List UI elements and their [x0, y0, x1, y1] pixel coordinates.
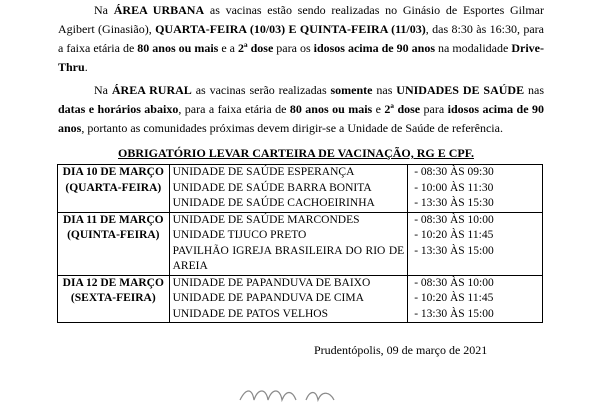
units-cell: [169, 165, 408, 213]
text-run: nas: [372, 83, 397, 97]
unit-name: UNIDADE DE SAÚDE MARCONDES: [172, 213, 360, 226]
urban-area-paragraph: [58, 1, 544, 77]
day-date: DIA 11 DE MARÇO: [62, 213, 164, 226]
unit-name: UNIDADE DE PATOS VELHOS: [172, 307, 328, 320]
text-run: e: [372, 102, 385, 116]
text-run: , das 8:30 às 16:30, para a faixa etária de: [58, 22, 544, 55]
day-cell: [58, 212, 170, 275]
time-range: - 10:20 ÀS 11:45: [414, 292, 494, 304]
age-group: 80 anos ou mais: [137, 41, 219, 55]
day-cell: [58, 165, 170, 213]
table-row: [58, 212, 543, 275]
elderly-group: idosos acima de 90 anos: [58, 102, 544, 135]
text-run: na modalidade: [435, 41, 512, 55]
rural-area-paragraph: [58, 81, 544, 138]
text-run: Na: [94, 83, 112, 97]
unit-name: UNIDADE DE PAPANDUVA DE BAIXO: [172, 276, 371, 289]
day-date: DIA 10 DE MARÇO: [62, 166, 164, 178]
time-range: - 13:30 ÀS 15:00: [414, 307, 494, 320]
age-group: 80 anos ou mais: [289, 102, 373, 116]
text-run: as vacinas serão realizadas: [191, 83, 331, 97]
units-cell: [169, 275, 408, 323]
day-weekday: (SEXTA-FEIRA): [70, 292, 156, 304]
elderly-group: idosos acima de 90 anos: [313, 41, 435, 55]
second-dose: 2ª dose: [238, 41, 274, 55]
required-documents-notice: OBRIGATÓRIO LEVAR CARTEIRA DE VACINAÇÃO, RG E CPF.: [118, 146, 474, 160]
day-weekday: (QUINTA-FEIRA): [67, 229, 160, 241]
units-cell: [169, 212, 408, 275]
day-weekday: (QUARTA-FEIRA): [65, 181, 162, 194]
second-dose: 2ª dose: [384, 102, 421, 116]
place-and-date: Prudentópolis, 09 de março de 2021: [314, 343, 488, 357]
day-cell: [58, 275, 170, 323]
signature-scribble: [236, 382, 356, 402]
time-range: - 10:20 ÀS 11:45: [414, 229, 494, 241]
day-date: DIA 12 DE MARÇO: [62, 276, 164, 289]
text-run: Na: [94, 3, 114, 17]
text-run-bold: somente: [330, 83, 373, 97]
time-range: - 13:30 ÀS 15:00: [414, 244, 494, 257]
text-run: , para a faixa etária de: [178, 102, 290, 116]
urban-dates: QUARTA-FEIRA (10/03) E QUINTA-FEIRA (11/03): [155, 22, 426, 36]
times-cell: [408, 275, 543, 323]
unit-name: PAVILHÃO IGREJA BRASILEIRA DO RIO DE AREIA: [172, 244, 405, 272]
time-range: - 08:30 ÀS 09:30: [414, 166, 494, 178]
unit-name: UNIDADE TIJUCO PRETO: [172, 229, 307, 241]
unit-name: UNIDADE DE SAÚDE CACHOEIRINHA: [172, 197, 375, 209]
time-range: - 08:30 ÀS 10:00: [414, 276, 494, 289]
table-row: [58, 165, 543, 213]
rural-area-label: ÁREA RURAL: [111, 83, 192, 97]
times-cell: [408, 165, 543, 213]
text-run: para: [420, 102, 448, 116]
text-run: as vacinas estão sendo realizadas no Ginásio de Esportes Gilmar Agibert (Ginasião),: [58, 3, 544, 36]
time-range: - 13:30 ÀS 15:30: [414, 197, 494, 209]
health-units-label: UNIDADES DE SAÚDE: [396, 83, 525, 97]
times-cell: [408, 212, 543, 275]
unit-name: UNIDADE DE SAÚDE ESPERANÇA: [172, 166, 355, 178]
schedule-table: [57, 164, 543, 323]
text-run-bold: datas e horários abaixo: [58, 102, 179, 116]
unit-name: UNIDADE DE SAÚDE BARRA BONITA: [172, 181, 372, 194]
text-run: .: [84, 60, 88, 74]
time-range: - 08:30 ÀS 10:00: [414, 213, 494, 226]
text-run: para os: [273, 41, 314, 55]
text-run: , portanto as comunidades próximas devem dirigir-se a Unidade de Saúde de referência.: [81, 121, 503, 135]
unit-name: UNIDADE DE PAPANDUVA DE CIMA: [172, 292, 364, 304]
text-run: e a: [218, 41, 238, 55]
drive-thru-label: Drive-Thru: [58, 41, 544, 74]
time-range: - 10:00 ÀS 11:30: [414, 181, 494, 194]
urban-area-label: ÁREA URBANA: [113, 3, 205, 17]
table-row: [58, 275, 543, 323]
text-run: nas: [524, 83, 544, 97]
